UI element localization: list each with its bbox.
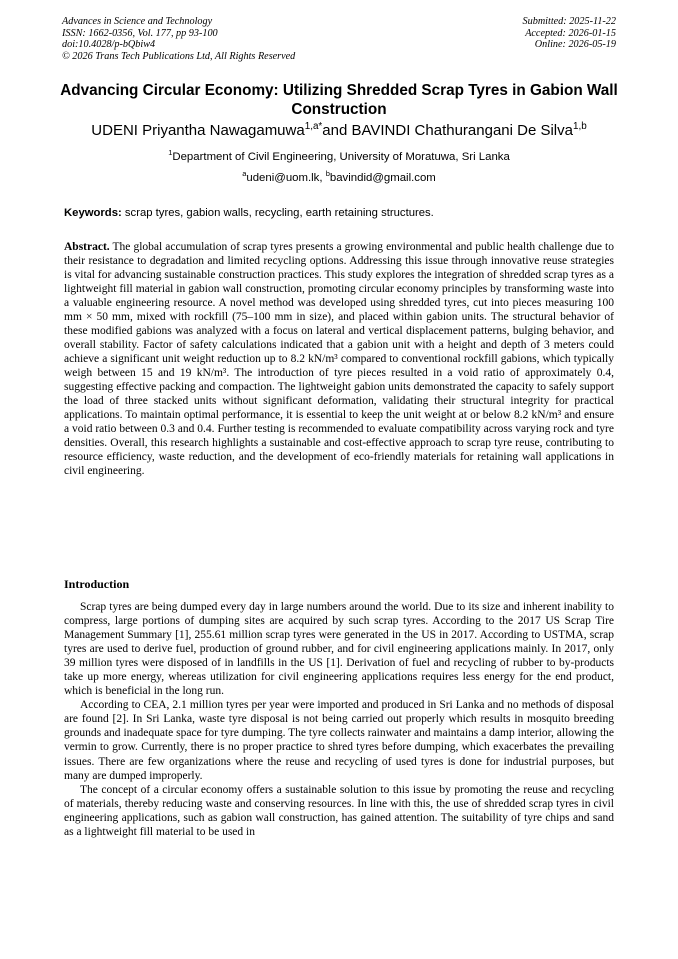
journal-name: Advances in Science and Technology [62, 16, 213, 27]
keywords-text: scrap tyres, gabion walls, recycling, earth retaining structures. [121, 207, 434, 219]
section-heading-introduction: Introduction [64, 577, 130, 591]
affiliation-line [0, 150, 678, 164]
email-b-superscript: b [325, 169, 330, 179]
body-paragraph-3: The concept of a circular economy offers a sustainable solution to this issue by promoting the reuse and recycling of materials, thereby reducing waste and conserving resources. In line with this, the use of shredded scrap tyres in civil engineering applications, such as gabion wall construction, has gained attention. The suitability of tyre chips and sand as a lightweight fill material to be used in [64, 783, 614, 838]
author-2-name: BAVINDI Chathurangani De Silva [351, 122, 573, 139]
online-date: Online: 2026-05-19 [534, 39, 616, 51]
journal-header-left [62, 16, 295, 62]
submitted-date: Submitted: 2025-11-22 [522, 16, 616, 27]
body-paragraph-1: Scrap tyres are being dumped every day in large numbers around the world. Due to its size and inherent inability to compress, large portions of dumping sites are acquired by such scrap tyres. According to the 2017 US Scrap Tire Management Summary [1], 255.61 million scrap tyres were generated in the US in 2017. According to USTMA, scrap tyres are used to derive fuel, production of ground rubber, and for civil engineering applications mainly. In 2017, only 39 million tyres were disposed of in landfills in the US [1]. Derivation of fuel and recycling of rubber to by-products take up more energy, whereas utilization for civil engineering applications requires less energy for the end product, which is beneficial in the long run. [64, 601, 614, 698]
email-b[interactable]: bavindid@gmail.com [329, 172, 436, 184]
keywords-line [64, 206, 434, 220]
journal-header-right [523, 16, 616, 51]
author-2-superscript: 1,b [572, 121, 587, 132]
email-line [0, 171, 678, 185]
abstract-text: The global accumulation of scrap tyres presents a growing environmental and public health challenge due to their resistance to degradation and limited recycling options. Addressing this issue through innovative reuse strategies is vital for advancing sustainable construction practices. This study explores the integration of shredded scrap tyres as a lightweight fill material in gabion wall construction, promoting circular economy principles by transforming waste into a valuable engineering resource. A novel method was developed using shredded tyres, cut into pieces measuring 100 mm × 50 mm, mixed with rockfill (75–100 mm in size), and placed within gabion units. The structural behavior of these modified gabions was analyzed with a focus on lateral and vertical displacement patterns, bulging behavior, and overall stability. Factor of safety calculations indicated that a gabion unit with a height and depth of 3 meters could achieve a significant unit weight reduction up to 8.2 kN/m³ compared to conventional rockfill gabions, which typically weigh between 15 and 19 kN/m³. The introduction of tyre pieces resulted in a void ratio of approximately 0.4, suggesting effective packing and compaction. The lightweight gabion units demonstrated the capacity to safely support the load of three stacked units without significant deformation, validating their structural integrity for practical applications. To maintain optimal performance, it is essential to keep the unit weight at or below 8.2 kN/m³ and ensure a void ratio between 0.3 and 0.4. Further testing is recommended to evaluate compatibility across varying rock and tyre densities. Overall, this research highlights a sustainable and cost-effective approach to scrap tyre reuse, contributing to resource efficiency, waste reduction, and the development of eco-friendly materials for retaining wall applications in civil engineering. [64, 241, 614, 477]
email-a-superscript: a [242, 169, 247, 179]
keywords-label: Keywords: [64, 207, 122, 219]
doi-line: doi:10.4028/p-bQbiw4 [62, 39, 156, 51]
introduction-body [64, 600, 614, 839]
abstract-label: Abstract. [64, 241, 110, 253]
author-1-name: UDENI Priyantha Nawagamuwa [91, 122, 305, 139]
affiliation-text: Department of Civil Engineering, University of Moratuwa, Sri Lanka [172, 151, 510, 163]
body-paragraph-2: According to CEA, 2.1 million tyres per year were imported and produced in Sri Lanka and no methods of disposal are found [2]. In Sri Lanka, waste tyre disposal is not being carried out properly which results in mosquito breeding grounds and inadequate space for tyre dumping. The tyre collects rainwater and maintains a damp interior, allowing the vermin to grow. Currently, there is no proper practice to shred tyres before dumping, which exacerbates the prevailing issues. There are few organizations where the reuse and recycling of used tyres is done for industrial purposes, but many are dumped improperly. [64, 699, 614, 782]
copyright-line: © 2026 Trans Tech Publications Ltd, All Rights Reserved [62, 50, 296, 62]
abstract-block [64, 241, 614, 479]
author-line [0, 122, 678, 140]
affiliation-superscript: 1 [168, 148, 173, 158]
accepted-date: Accepted: 2026-01-15 [525, 27, 616, 39]
author-joiner: and [322, 122, 352, 139]
email-a[interactable]: udeni@uom.lk, [246, 172, 326, 184]
issn-line: ISSN: 1662-0356, Vol. 177, pp 93-100 [62, 27, 218, 39]
author-1-superscript: 1,a* [304, 121, 323, 132]
paper-title: Advancing Circular Economy: Utilizing Shredded Scrap Tyres in Gabion Wall Construction [60, 82, 618, 118]
